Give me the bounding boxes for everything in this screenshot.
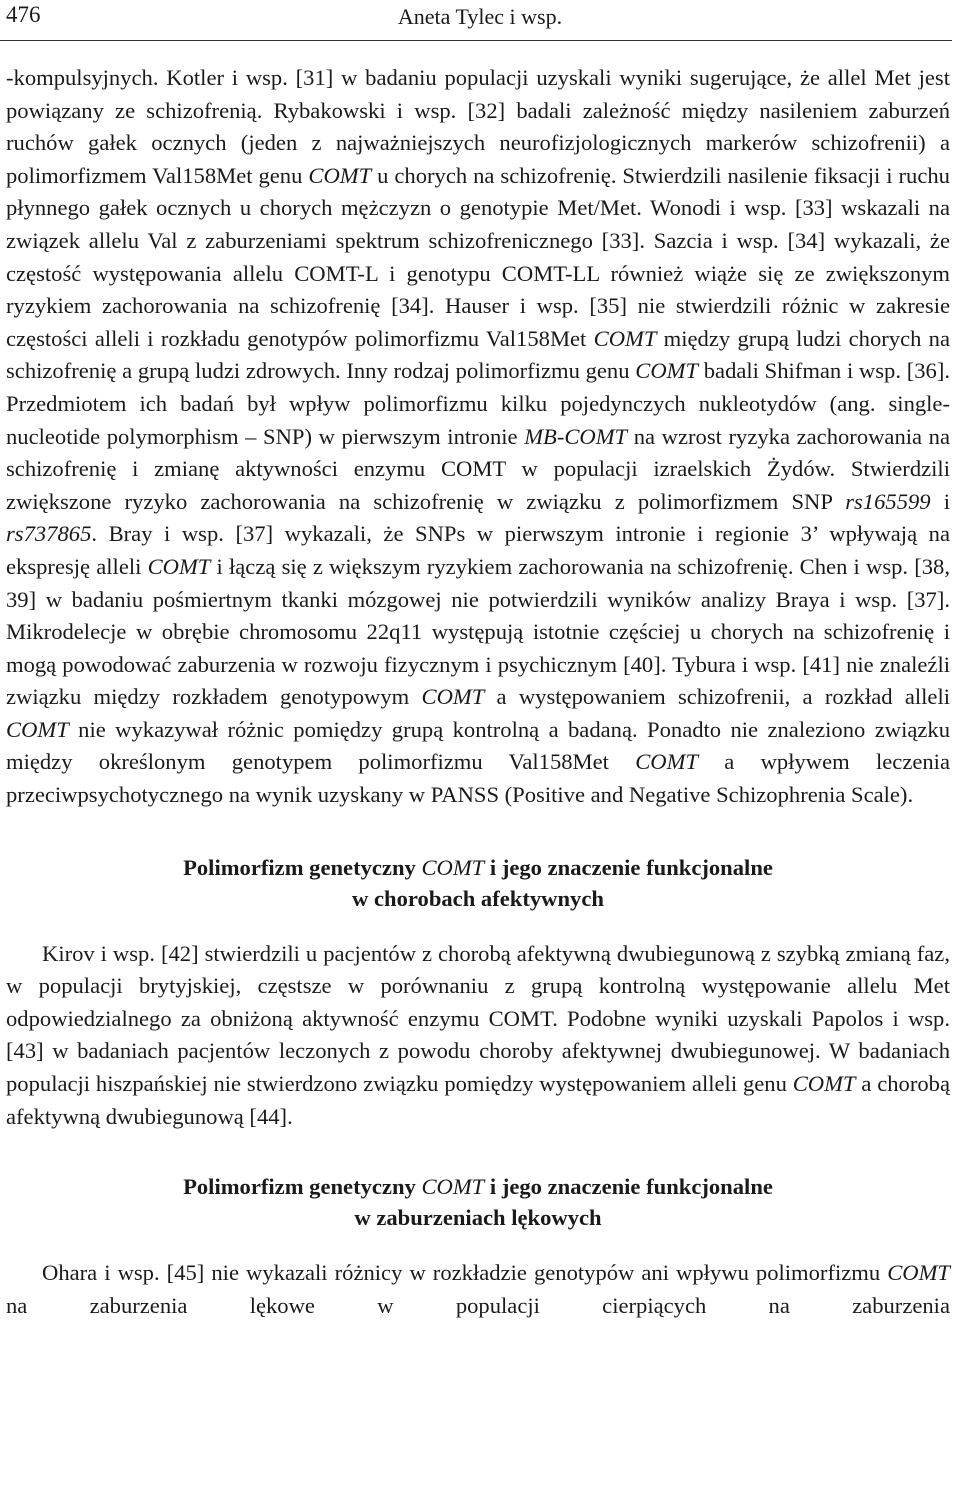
running-head: Aneta Tylec i wsp. [397,4,563,29]
paragraph-affective: Kirov i wsp. [42] stwierdzili u pacjentów z chorobą afektywną dwubiegunową z szybką zmianą faz, w populacji brytyjskiej, częstsze w porównaniu z grupą kontrolną występowanie allelu Met odpowiedzialnego za obniżoną aktywność enzymu COMT. Podobne wyniki uzyskali Papolos i wsp. [43] w badaniach pacjentów leczonych z powodu choroby afektywnej dwubiegunowej. W badaniach populacji hiszpańskiej nie stwierdzono związku pomiędzy występowaniem alleli genu COMT a chorobą afektywną dwubiegunową [44]. [6,940,950,1129]
header-rule [0,40,952,41]
paragraph-anxiety: Ohara i wsp. [45] nie wykazali różnicy w rozkładzie genotypów ani wpływu polimorfizmu COMT na zaburzenia lękowe w populacji cierpiących na zaburzenia [6,1260,950,1318]
page-number: 476 [6,2,41,27]
article-body [6,62,950,1322]
section-heading-affective: Polimorfizm genetyczny COMT i jego znaczenie funkcjonalne w chorobach afektywnych [183,854,773,911]
section-heading-anxiety: Polimorfizm genetyczny COMT i jego znaczenie funkcjonalne w zaburzeniach lękowych [183,1174,773,1231]
page-header [0,0,960,44]
paragraph-schizophrenia: -kompulsyjnych. Kotler i wsp. [31] w badaniu populacji uzyskali wyniki sugerujące, że allel Met jest powiązany ze schizofrenią. Rybakowski i wsp. [32] badali zależność między nasileniem zaburzeń ruchów gałek ocznych (jeden z najważniejszych neurofizjologicznych markerów schizofrenii) a polimorfizmem Val158Met genu COMT u chorych na schizofrenię. Stwierdzili nasilenie fiksacji i ruchu płynnego gałek ocznych u chorych mężczyzn o genotypie Met/Met. Wonodi i wsp. [33] wskazali na związek allelu Val z zaburzeniami spektrum schizofrenicznego [33]. Sazcia i wsp. [34] wykazali, że częstość występowania allelu COMT-L i genotypu COMT-LL również wiąże się ze zwiększonym ryzykiem zachorowania na schizofrenię [34]. Hauser i wsp. [35] nie stwierdzili różnic w zakresie częstości alleli i rozkładu genotypów polimorfizmu Val158Met COMT między grupą ludzi chorych na schizofrenię a grupą ludzi zdrowych. Inny rodzaj polimorfizmu genu COMT badali Shifman i wsp. [36]. Przedmiotem ich badań był wpływ polimorfizmu kilku pojedynczych nukleotydów (ang. single-nucleotide polymorphism – SNP) w pierwszym intronie MB-COMT na wzrost ryzyka zachorowania na schizofrenię i zmianę aktywności enzymu COMT w populacji izraelskich Żydów. Stwierdzili zwiększone ryzyko zachorowania na schizofrenię w związku z polimorfizmem SNP rs165599 i rs737865. Bray i wsp. [37] wykazali, że SNPs w pierwszym intronie i regionie 3’ wpływają na ekspresję alleli COMT i łączą się z większym ryzykiem zachorowania na schizofrenię. Chen i wsp. [38, 39] w badaniu pośmiertnym tkanki mózgowej nie potwierdzili wyników analizy Braya i wsp. [37]. Mikrodelecje w obrębie chromosomu 22q11 występują istotnie częściej u chorych na schizofrenię i mogą powodować zaburzenia w rozwoju fizycznym i psychicznym [40]. Tybura i wsp. [41] nie znaleźli związku między rozkładem genotypowym COMT a występowaniem schizofrenii, a rozkład alleli COMT nie wykazywał różnic pomiędzy grupą kontrolną a badaną. Ponadto nie znaleziono związku między określonym genotypem polimorfizmu Val158Met COMT a wpływem leczenia przeciwpsychotycznego na wynik uzyskany w PANSS (Positive and Negative Schizophrenia Scale). [6,65,951,808]
